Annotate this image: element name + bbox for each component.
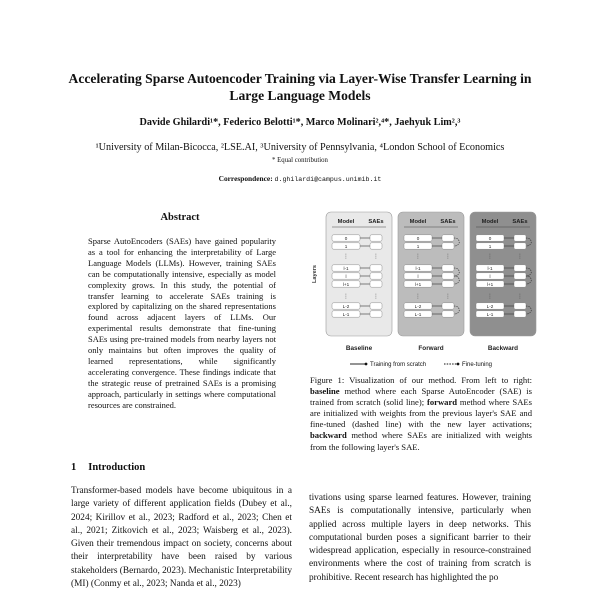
ellipsis-sae: ⋮ (445, 254, 451, 260)
y-axis-label: Layers (312, 264, 318, 284)
panel-forward-col-model: Model (409, 219, 427, 225)
sae-block (442, 273, 454, 279)
ellipsis-model: ⋮ (487, 294, 493, 300)
layer-label: 1 (488, 243, 492, 249)
sae-block (514, 303, 526, 309)
sae-block (370, 303, 382, 309)
ellipsis-model: ⋮ (415, 254, 421, 260)
sae-block (370, 265, 382, 271)
abstract-text: Sparse AutoEncoders (SAEs) have gained popularity as a tool for enhancing the interpretability of Large Language Models (LLMs). However, training SAEs can be computationally intensive, especially as model complexity grows. In this study, the potential of transfer learning to accelerate SAEs training is explored by capitalizing on the shared representations found across adjacent layers of LLMs. Our experimental results demonstrate that fine-tuning SAEs using pre-trained models from nearby layers not only maintains but often improves the quality of learned representations, while significantly accelerating convergence. These findings indicate that the strategic reuse of pretrained SAEs is a promising approach, particularly in settings where computational resources are constrained. (88, 236, 276, 410)
panel-baseline-title: Baseline (345, 345, 373, 352)
layer-label: l-1 (415, 265, 421, 271)
sae-block (514, 273, 526, 279)
layer-label: L-2 (342, 303, 350, 309)
caption-baseline-text: method where each Sparse AutoEncoder (SAE) is trained from scratch (solid line); (310, 386, 532, 408)
ellipsis-sae: ⋮ (445, 294, 451, 300)
legend-training-from-scratch: Training from scratch (370, 362, 427, 368)
layer-label: l+1 (414, 281, 422, 287)
right-column-text: tivations using sparse learned features. However, training SAEs is computationally intensive, particularly when applied across multiple layers in deep networks. This computational burden poses a significant barrier to their widespread application, especially in resource-constrained environments where the cost of training from scratch is prohibitive. Recent research has highlighted the po (309, 493, 531, 583)
legend-dashed-marker (457, 363, 460, 366)
section-heading-introduction (71, 462, 157, 473)
introduction-text: Transformer-based models have become ubiquitous in a large variety of different application fields (Dubey et al., 2024; Kirillov et al., 2023; Radford et al., 2023; Chen et al., 2021; Zitkovich et al., 2023; Waisberg et al., 2023). Given their tremendous impact on society, concerns about their interpretability have been raised by various stakeholders (Bernardo, 2023). Mechanistic Interpretability (MI) (Conmy et al., 2023; Nanda et al., 2023) (71, 486, 292, 590)
layer-label: L-2 (414, 303, 422, 309)
affiliations: ¹University of Milan-Bicocca, ²LSE.AI, ³University of Pennsylvania, ⁴London School of Economics (95, 142, 505, 153)
legend-fine-tuning: Fine-tuning (462, 362, 493, 368)
sae-block (370, 235, 382, 241)
sae-block (370, 311, 382, 317)
ellipsis-model: ⋮ (343, 294, 349, 300)
panel-backward-col-saes: SAEs (512, 219, 528, 225)
sae-block (442, 243, 454, 249)
equal-contribution-note: * Equal contribution (272, 157, 328, 164)
caption-forward-text: method where SAEs are initialized with weights from the previous layer's SAE and fine-tuned (dashed line) with the new layer activations; (310, 397, 533, 430)
sae-block (442, 265, 454, 271)
ellipsis-sae: ⋮ (517, 294, 523, 300)
layer-label: l+1 (342, 281, 350, 287)
ellipsis-sae: ⋮ (373, 294, 379, 300)
ellipsis-model: ⋮ (343, 254, 349, 260)
layer-label: l-1 (343, 265, 349, 271)
section-title: Introduction (88, 462, 146, 473)
figure-caption (310, 375, 532, 453)
layer-label: 1 (416, 243, 420, 249)
paper-title: Accelerating Sparse Autoencoder Training via Layer-Wise Transfer Learning in Large Language Models (68, 71, 532, 103)
sae-block (514, 281, 526, 287)
author-list: Davide Ghilardi¹*, Federico Belotti¹*, Marco Molinari²,⁴*, Jaehyuk Lim²,³ (139, 117, 461, 128)
sae-block (370, 243, 382, 249)
panel-baseline-col-model: Model (337, 219, 355, 225)
layer-label: L-1 (414, 311, 422, 317)
abstract-heading: Abstract (160, 212, 200, 223)
layer-label: L-1 (486, 311, 494, 317)
layer-label: 0 (488, 235, 492, 241)
legend-solid-marker (365, 363, 368, 366)
sae-block (370, 273, 382, 279)
layer-label: L-2 (486, 303, 494, 309)
sae-block (514, 265, 526, 271)
sae-block (514, 311, 526, 317)
section-number: 1 (71, 462, 77, 473)
sae-block (442, 311, 454, 317)
panel-baseline-col-saes: SAEs (368, 219, 384, 225)
sae-block (514, 235, 526, 241)
panel-backward-col-model: Model (481, 219, 499, 225)
ellipsis-model: ⋮ (415, 294, 421, 300)
panel-backward-title: Backward (487, 345, 519, 352)
layer-label: l-1 (487, 265, 493, 271)
layer-label: L-1 (342, 311, 350, 317)
ellipsis-sae: ⋮ (517, 254, 523, 260)
method-figure (310, 208, 540, 371)
layer-label: l (489, 273, 491, 279)
layer-label: 0 (416, 235, 420, 241)
layer-label: l (417, 273, 419, 279)
panel-forward-title: Forward (418, 345, 444, 352)
caption-backward-term: backward (310, 430, 347, 441)
caption-backward-text: method where SAEs are initialized with weights from the following layer's SAE. (310, 430, 532, 452)
layer-label: 0 (344, 235, 348, 241)
sae-block (370, 281, 382, 287)
caption-forward-term: forward (426, 397, 458, 408)
ellipsis-sae: ⋮ (373, 254, 379, 260)
sae-block (514, 243, 526, 249)
layer-label: 1 (344, 243, 348, 249)
ellipsis-model: ⋮ (487, 254, 493, 260)
sae-block (442, 235, 454, 241)
layer-label: l+1 (486, 281, 494, 287)
sae-block (442, 303, 454, 309)
caption-baseline-term: baseline (310, 386, 340, 397)
caption-prefix: Figure 1: Visualization of our method. From left to right: (310, 375, 532, 385)
layer-label: l (345, 273, 347, 279)
correspondence (100, 174, 500, 183)
panel-forward-col-saes: SAEs (440, 219, 456, 225)
correspondence-label: Correspondence: (218, 174, 273, 183)
sae-block (442, 281, 454, 287)
correspondence-email[interactable]: d.ghilardi@campus.unimib.it (274, 176, 382, 183)
